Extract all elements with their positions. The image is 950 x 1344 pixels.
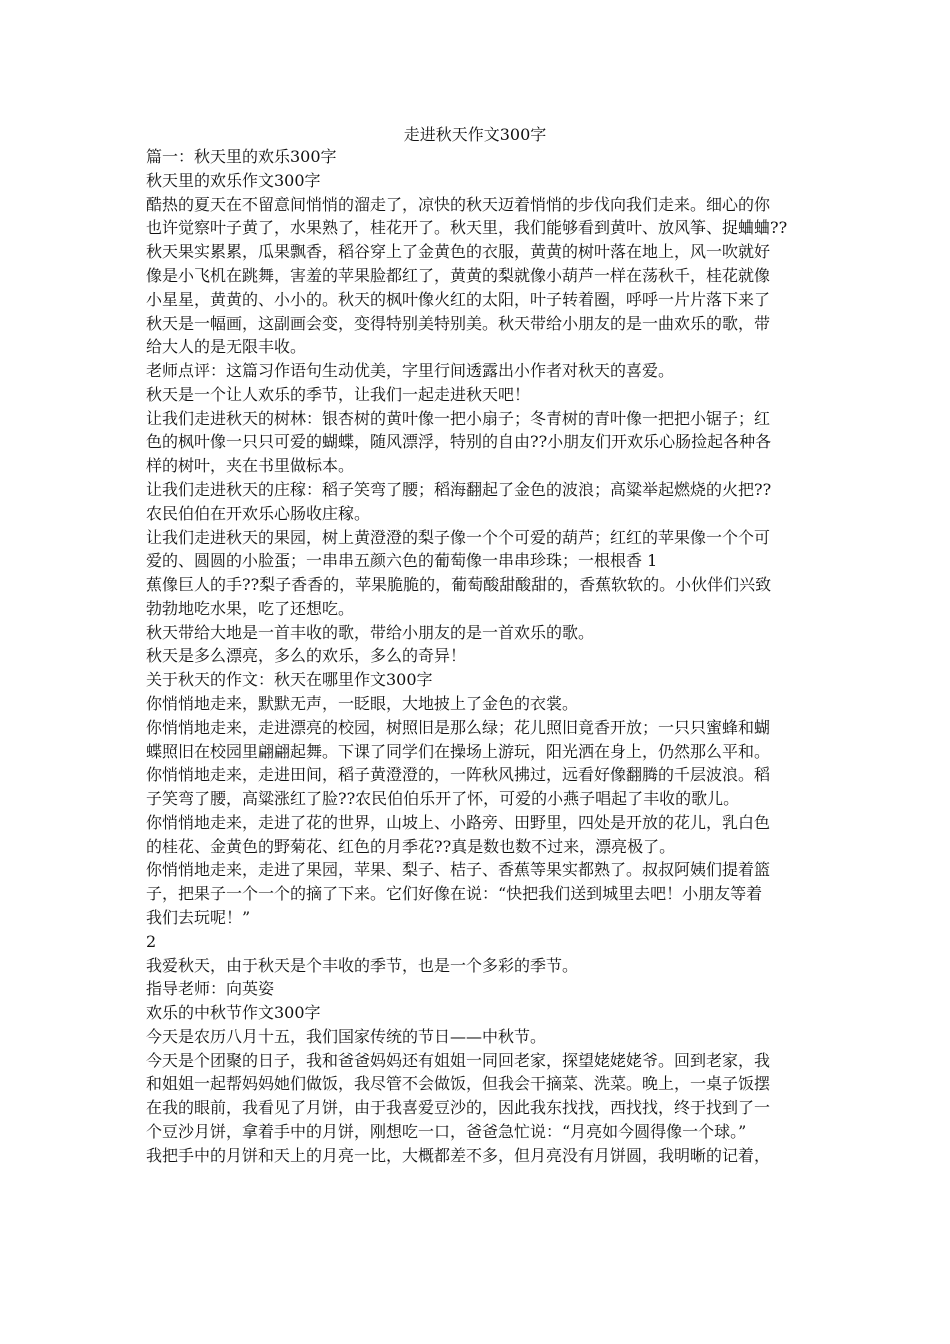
text-line: 你悄悄地走来，走进漂亮的校园，树照旧是那么绿；花儿照旧竟香开放；一只只蜜蜂和蝴 (146, 717, 771, 737)
text-line: 像是小飞机在跳舞，害羞的苹果脸都红了，黄黄的梨就像小葫芦一样在荡秋千，桂花就像 (146, 265, 771, 285)
text-line: 你悄悄地走来，走进了花的世界，山坡上、小路旁、田野里，四处是开放的花儿，乳白色 (146, 812, 771, 832)
text-line: 给大人的是无限丰收。 (146, 337, 307, 357)
text-line: 秋天是一幅画，这副画会变，变得特别美特别美。秋天带给小朋友的是一曲欢乐的歌，带 (146, 313, 771, 333)
text-line: 让我们走进秋天的庄稼：稻子笑弯了腰；稻海翻起了金色的波浪；高粱举起燃烧的火把?? (146, 479, 772, 499)
text-line: 让我们走进秋天的果园，树上黄澄澄的梨子像一个个可爱的葫芦；红红的苹果像一个个可 (146, 527, 771, 547)
text-line: 秋天里的欢乐作文300字 (146, 170, 321, 190)
text-line: 色的枫叶像一只只可爱的蝴蝶，随风漂浮，特别的自由??小朋友们开欢乐心肠捡起各种各 (146, 432, 772, 452)
text-line: 今天是农历八月十五，我们国家传统的节日——中秋节。 (146, 1026, 547, 1046)
text-line: 让我们走进秋天的树林：银杏树的黄叶像一把小扇子；冬青树的青叶像一把把小锯子；红 (146, 408, 771, 428)
text-line: 老师点评：这篇习作语句生动优美，字里行间透露出小作者对秋天的喜爱。 (146, 361, 675, 380)
text-line: 个豆沙月饼，拿着手中的月饼，刚想吃一口，爸爸急忙说：“月亮如今圆得像一个球。” (146, 1122, 747, 1141)
text-line: 子，把果子一个一个的摘了下来。它们好像在说：“快把我们送到城里去吧！小朋友等着 (146, 884, 763, 904)
text-line: 我把手中的月饼和天上的月亮一比，大概都差不多，但月亮没有月饼圆，我明晰的记着， (146, 1145, 771, 1165)
text-line: 也许觉察叶子黄了，水果熟了，桂花开了。秋天里，我们能够看到黄叶、放风筝、捉蛐蛐?? (146, 218, 788, 238)
text-line: 我们去玩呢！” (146, 908, 251, 927)
text-line: 关于秋天的作文：秋天在哪里作文300字 (146, 670, 433, 690)
text-line: 篇一：秋天里的欢乐300字 (146, 147, 337, 166)
text-line: 子笑弯了腰，高粱涨红了脸??农民伯伯乐开了怀，可爱的小燕子唱起了丰收的歌儿。 (146, 789, 740, 809)
text-line: 蕉像巨人的手??梨子香香的，苹果脆脆的，葡萄酸甜酸甜的，香蕉软软的。小伙伴们兴致 (146, 575, 772, 594)
text-line: 你悄悄地走来，默默无声，一眨眼，大地披上了金色的衣裳。 (146, 693, 579, 713)
text-line: 小星星，黄黄的、小小的。秋天的枫叶像火红的太阳，叶子转着圈，呼呼一片片落下来了 (146, 289, 771, 309)
text-line: 秋天带给大地是一首丰收的歌，带给小朋友的是一首欢乐的歌。 (146, 622, 595, 642)
text-line: 酷热的夏天在不留意间悄悄的溜走了，凉快的秋天迈着悄悄的步伐向我们走来。细心的你 (146, 194, 771, 214)
text-line: 你悄悄地走来，走进田间，稻子黄澄澄的，一阵秋风拂过，远看好像翻腾的千层波浪。稻 (146, 765, 771, 785)
text-line: 今天是个团聚的日子，我和爸爸妈妈还有姐姐一同回老家，探望姥姥姥爷。回到老家，我 (146, 1050, 771, 1070)
text-line: 你悄悄地走来，走进了果园，苹果、梨子、桔子、香蕉等果实都熟了。叔叔阿姨们提着篮 (146, 860, 771, 880)
text-line: 和姐姐一起帮妈妈她们做饭，我尽管不会做饭，但我会干摘菜、洗菜。晚上，一桌子饭摆 (146, 1074, 771, 1094)
document-title: 走进秋天作文300字 (403, 125, 547, 144)
text-line: 指导老师：向英姿 (146, 979, 275, 999)
text-line: 我爱秋天，由于秋天是个丰收的季节，也是一个多彩的季节。 (146, 955, 579, 975)
text-line: 的桂花、金黄色的野菊花、红色的月季花??真是数也数不过来，漂亮极了。 (146, 836, 676, 856)
text-line: 爱的、圆圆的小脸蛋；一串串五颜六色的葡萄像一串串珍珠；一根根香 1 (146, 551, 658, 571)
text-line: 秋天果实累累，瓜果飘香，稻谷穿上了金黄色的衣服，黄黄的树叶落在地上，风一吹就好 (146, 242, 771, 262)
text-line: 样的树叶，夹在书里做标本。 (146, 456, 355, 476)
text-line: 在我的眼前，我看见了月饼，由于我喜爱豆沙的，因此我东找找，西找找，终于找到了一 (146, 1098, 771, 1118)
text-line: 秋天是一个让人欢乐的季节，让我们一起走进秋天吧！ (146, 384, 531, 404)
text-line: 蝶照旧在校园里翩翩起舞。下课了同学们在操场上游玩，阳光洒在身上，仍然那么平和。 (146, 741, 771, 761)
text-line: 勃勃地吃水果，吃了还想吃。 (146, 598, 355, 618)
text-line: 欢乐的中秋节作文300字 (146, 1003, 321, 1023)
text-line: 农民伯伯在开欢乐心肠收庄稼。 (146, 503, 371, 523)
text-line: 2 (146, 931, 157, 951)
text-line: 秋天是多么漂亮，多么的欢乐，多么的奇异！ (146, 646, 467, 666)
